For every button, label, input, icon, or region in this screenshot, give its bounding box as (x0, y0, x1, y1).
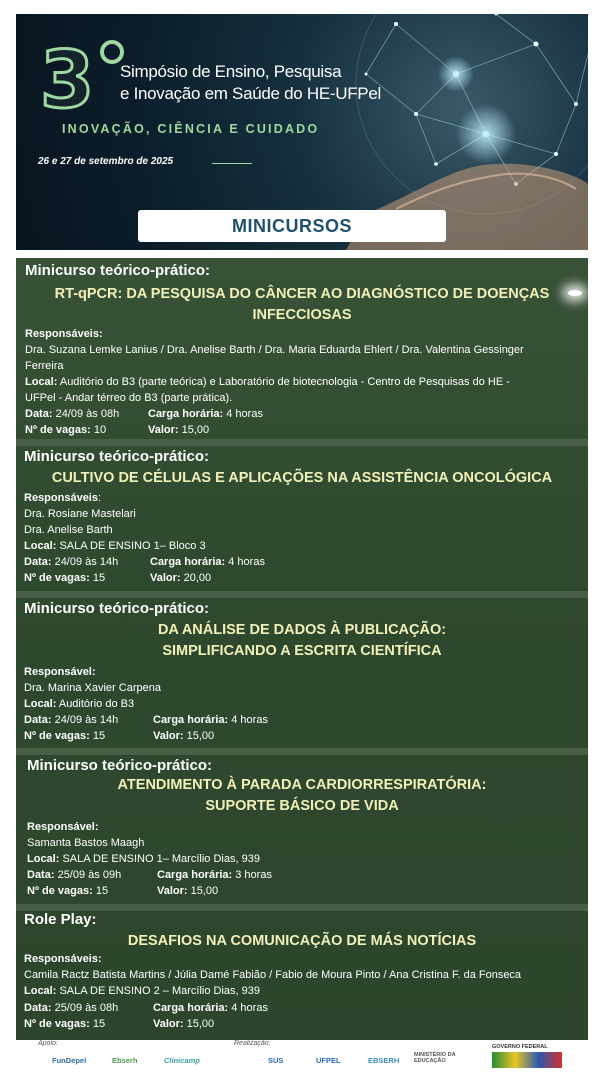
course-kind: Role Play: (24, 911, 97, 928)
course-workload: Carga horária: 4 horas (153, 714, 268, 726)
section-title: MINICURSOS (231, 215, 352, 236)
course-date: Data: 25/09 às 08h (24, 1002, 119, 1014)
sponsor-logo: Ebserh (112, 1056, 138, 1065)
course-price: Valor: 15,00 (153, 730, 215, 742)
course-seats: Nº de vagas: 10 (25, 424, 107, 436)
course-title: ATENDIMENTO À PARADA CARDIORRESPIRATÓRIA: SUPORTE BÁSICO DE VIDA (117, 777, 487, 814)
organizer-logo: EBSERH (368, 1056, 400, 1065)
course-title: DA ANÁLISE DE DADOS À PUBLICAÇÃO: SIMPLIFICANDO A ESCRITA CIENTÍFICA (157, 622, 447, 659)
course-kind: Minicurso teórico-prático: (24, 448, 210, 465)
course-title: CULTIVO DE CÉLULAS E APLICAÇÕES NA ASSISTÊNCIA ONCOLÓGICA (51, 470, 553, 486)
course-date: Data: 25/09 às 09h (27, 869, 122, 881)
support-label: Apoio: (38, 1040, 58, 1047)
edition-number: 3 (40, 36, 95, 126)
section-divider (16, 591, 588, 598)
course-price: Valor: 15,00 (157, 885, 219, 897)
course-date: Data: 24/09 às 14h (24, 556, 119, 568)
course-kind: Minicurso teórico-prático: (25, 262, 211, 279)
organizers-label: Realização: (234, 1040, 271, 1047)
course-card (16, 598, 588, 748)
organizer-logo: MINISTÉRIO DA EDUCAÇÃO (414, 1052, 456, 1064)
course-seats: Nº de vagas: 15 (24, 1018, 106, 1030)
course-card (16, 258, 588, 439)
course-seats: Nº de vagas: 15 (24, 730, 106, 742)
course-title: RT-qPCR: DA PESQUISA DO CÂNCER AO DIAGNÓSTICO DE DOENÇAS INFECCIOSAS (54, 286, 550, 323)
course-workload: Carga horária: 3 horas (157, 869, 272, 881)
ordinal-mark (100, 40, 124, 64)
course-workload: Carga horária: 4 horas (150, 556, 265, 568)
course-card (16, 911, 588, 1039)
course-card (16, 446, 588, 591)
sponsors-footer (16, 1040, 588, 1072)
course-workload: Carga horária: 4 horas (153, 1002, 268, 1014)
course-kind: Minicurso teórico-prático: (27, 757, 213, 774)
date-divider (212, 163, 252, 164)
course-date: Data: 24/09 às 08h (25, 408, 120, 420)
section-title-box (138, 210, 446, 242)
sponsor-logo: FunDepel (52, 1056, 87, 1065)
section-divider (16, 748, 588, 755)
event-title-line1: Simpósio de Ensino, Pesquisa (120, 62, 342, 81)
course-seats: Nº de vagas: 15 (24, 572, 106, 584)
course-workload: Carga horária: 4 horas (148, 408, 263, 420)
course-details: Responsável: Samanta Bastos Maagh Local: SALA DE ENSINO 1– Marcílio Dias, 939 (27, 821, 260, 865)
sponsor-logo: Clínicamp (164, 1056, 200, 1065)
course-kind: Minicurso teórico-prático: (24, 600, 210, 617)
course-seats: Nº de vagas: 15 (27, 885, 109, 897)
organizer-logo: GOVERNO FEDERAL (492, 1044, 548, 1050)
event-title-line2: e Inovação em Saúde do HE-UFPel (120, 84, 381, 103)
organizer-logo: UFPEL (316, 1056, 341, 1065)
event-date: 26 e 27 de setembro de 2025 (38, 156, 174, 167)
course-details: Responsáveis: Dra. Suzana Lemke Lanius / Dra. Anelise Barth / Dra. Maria Eduarda Ehlert / Dra. Valentina Gessinger Ferreira Local: Auditório do B3 (parte teórica) e Laboratório de biotecnologia - Centro de Pesquisas do HE - UFPel - Andar térreo do B3 (parte prática). (25, 328, 524, 404)
course-details: Responsáveis: Camila Ractz Batista Martins / Júlia Damé Fabião / Fabio de Moura Pinto / Ana Cristina F. da Fonseca Local: SALA DE ENSINO 2 – Marcílio Dias, 939 (24, 953, 522, 997)
event-tagline: INOVAÇÃO, CIÊNCIA E CUIDADO (62, 122, 320, 136)
course-details: Responsável: Dra. Marina Xavier Carpena Local: Auditório do B3 (24, 666, 161, 710)
course-title: DESAFIOS NA COMUNICAÇÃO DE MÁS NOTÍCIAS (127, 933, 477, 949)
course-date: Data: 24/09 às 14h (24, 714, 119, 726)
course-details: Responsáveis: Dra. Rosiane Mastelari Dra. Anelise Barth Local: SALA DE ENSINO 1– Bloco 3 (24, 492, 206, 552)
section-divider (16, 439, 588, 446)
organizer-logo: SUS (268, 1056, 284, 1065)
section-divider (16, 904, 588, 911)
course-price: Valor: 15,00 (148, 424, 210, 436)
gov-logo-stripes (492, 1052, 562, 1068)
course-card (16, 755, 588, 904)
course-price: Valor: 20,00 (150, 572, 212, 584)
course-price: Valor: 15,00 (153, 1018, 215, 1030)
